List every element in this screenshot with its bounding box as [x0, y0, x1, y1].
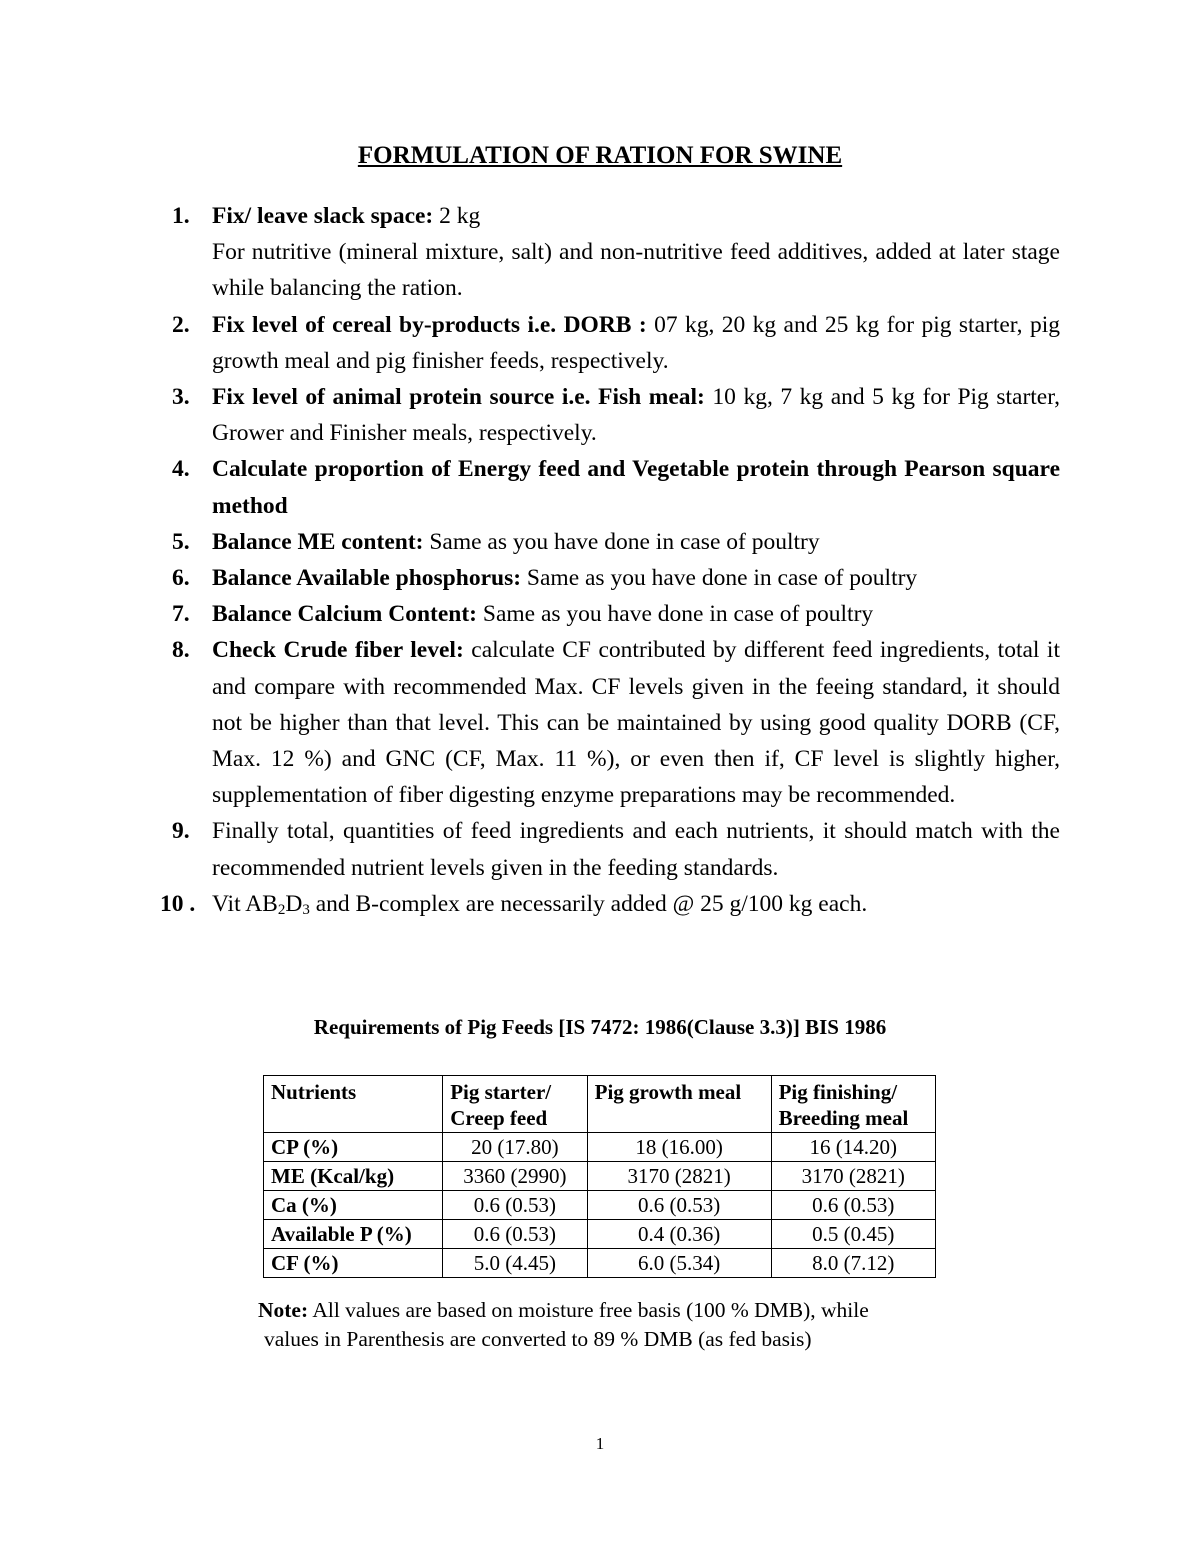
step-number: 7. — [172, 601, 190, 628]
table-cell: 3170 (2821) — [587, 1162, 771, 1191]
step-number: 10 . — [160, 890, 196, 917]
step-text: calculate CF contributed by different feed ingredients, total it and compare with recommended Max. CF levels given in the feeing standard, it should not be higher than that level. This can be maintained by using good quality DORB (CF, Max. 12 %) and GNC (CF, Max. 11 %), or even then if, CF level is slightly higher, supplementation of fiber digesting enzyme preparations may be recommended. — [212, 637, 1060, 809]
step-text: Same as you have done in case of poultry — [477, 601, 874, 628]
step-text: Same as you have done in case of poultry — [521, 565, 918, 592]
table-cell: 0.6 (0.53) — [771, 1191, 935, 1220]
step-number: 1. — [172, 203, 190, 229]
table-cell: 0.6 (0.53) — [443, 1191, 587, 1220]
row-label: Ca (%) — [264, 1191, 443, 1220]
step-text: For nutritive (mineral mixture, salt) and non-nutritive feed additives, added at later stage while balancing the ration. — [212, 239, 1060, 302]
step-item — [172, 560, 1060, 596]
table-cell: 20 (17.80) — [443, 1133, 587, 1162]
table-caption: Requirements of Pig Feeds [IS 7472: 1986(Clause 3.3)] BIS 1986 — [313, 1015, 887, 1039]
table-note — [258, 1296, 978, 1354]
table-cell: 5.0 (4.45) — [443, 1249, 587, 1278]
step-lead: Balance ME content: — [212, 528, 424, 555]
column-header: Pig finishing/ Breeding meal — [771, 1076, 935, 1133]
table-cell: 3360 (2990) — [443, 1162, 587, 1191]
step-text-post: and B-complex are necessarily added @ 25 g/100 kg each. — [309, 890, 868, 917]
table-cell: 16 (14.20) — [771, 1133, 935, 1162]
row-label: CF (%) — [264, 1249, 443, 1278]
note-text: All values are based on moisture free basis (100 % DMB), while — [308, 1298, 869, 1322]
table-row — [264, 1249, 936, 1278]
table-cell: 6.0 (5.34) — [587, 1249, 771, 1278]
table-cell: 0.6 (0.53) — [587, 1191, 771, 1220]
table-cell: 18 (16.00) — [587, 1133, 771, 1162]
step-item — [172, 632, 1060, 813]
note-label: Note: — [258, 1298, 309, 1322]
step-item — [160, 886, 1060, 922]
step-lead: Fix level of cereal by-products i.e. DORB : — [212, 311, 647, 338]
table-cell: 0.4 (0.36) — [587, 1220, 771, 1249]
subscript: 2 — [277, 901, 286, 918]
column-header: Pig growth meal — [587, 1076, 771, 1133]
step-text: 2 kg — [433, 203, 481, 229]
step-lead: Fix level of animal protein source i.e. Fish meal: — [212, 384, 705, 411]
column-header: Pig starter/ Creep feed — [443, 1076, 587, 1133]
step-item — [172, 596, 1060, 632]
step-number: 4. — [172, 456, 190, 483]
table-cell: 8.0 (7.12) — [771, 1249, 935, 1278]
note-line — [258, 1296, 978, 1325]
step-number: 2. — [172, 311, 190, 338]
row-label: CP (%) — [264, 1133, 443, 1162]
step-item — [172, 379, 1060, 451]
step-text: 10 kg, 7 kg and 5 kg for Pig starter, Grower and Finisher meals, respectively. — [212, 384, 1060, 447]
step-item — [172, 813, 1060, 885]
step-text: Finally total, quantities of feed ingredients and each nutrients, it should match with the recommended nutrient levels given in the feeding standards. — [212, 818, 1060, 881]
step-number: 8. — [172, 637, 190, 664]
step-text-pre: Vit AB — [212, 890, 278, 917]
step-item — [172, 524, 1060, 560]
page-title: FORMULATION OF RATION FOR SWINE — [357, 142, 843, 169]
table-cell: 0.6 (0.53) — [443, 1220, 587, 1249]
subscript: 3 — [302, 901, 310, 918]
note-line: values in Parenthesis are converted to 89 % DMB (as fed basis) — [264, 1327, 812, 1351]
step-item — [172, 234, 1060, 306]
step-lead: Balance Calcium Content: — [212, 601, 478, 628]
step-number: 3. — [172, 384, 190, 411]
column-header: Nutrients — [264, 1076, 443, 1133]
row-label: Available P (%) — [264, 1220, 443, 1249]
step-text-mid: D — [285, 890, 303, 917]
step-text: Same as you have done in case of poultry — [423, 528, 820, 555]
step-item — [172, 198, 1060, 234]
step-item — [172, 451, 1060, 523]
row-label: ME (Kcal/kg) — [264, 1162, 443, 1191]
table-row — [264, 1133, 936, 1162]
step-lead: Balance Available phosphorus: — [212, 565, 522, 592]
table-row — [264, 1220, 936, 1249]
step-number: 6. — [172, 565, 190, 592]
step-lead: Fix/ leave slack space: — [212, 203, 434, 229]
step-number: 5. — [172, 528, 190, 555]
step-lead: Check Crude fiber level: — [212, 637, 464, 664]
table-header-row — [264, 1076, 936, 1133]
requirements-table — [263, 1075, 936, 1278]
step-lead: Calculate proportion of Energy feed and Vegetable protein through Pearson square method — [212, 456, 1060, 519]
step-number: 9. — [172, 818, 190, 845]
formulation-steps — [160, 198, 1060, 922]
page-number: 1 — [595, 1434, 605, 1453]
table-row — [264, 1191, 936, 1220]
table-row — [264, 1162, 936, 1191]
table-cell: 3170 (2821) — [771, 1162, 935, 1191]
step-item — [172, 307, 1060, 379]
step-text: 07 kg, 20 kg and 25 kg for pig starter, pig growth meal and pig finisher feeds, respectively. — [212, 311, 1060, 374]
table-cell: 0.5 (0.45) — [771, 1220, 935, 1249]
